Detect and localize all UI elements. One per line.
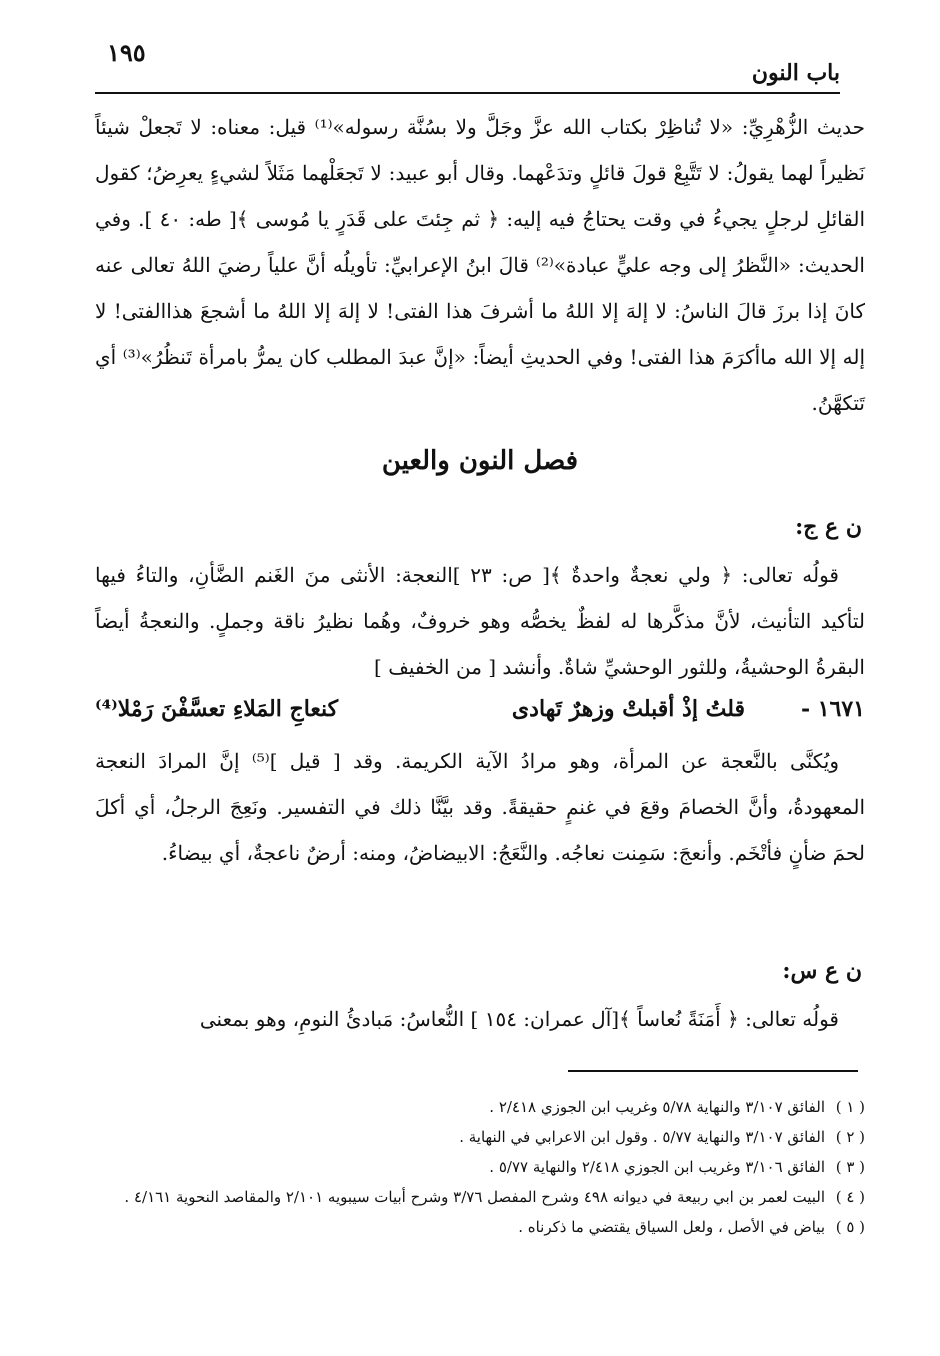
footnote-separator — [568, 1070, 858, 1072]
footnote-number: ( ٢ ) — [835, 1128, 865, 1146]
footnotes — [95, 1092, 865, 1242]
entry-head-n-a-s: ن ع س: — [782, 958, 862, 984]
footnote-number: ( ٤ ) — [835, 1188, 865, 1206]
footnote-text: الفائق ٣/١٠٦ وغريب ابن الجوزي ٢/٤١٨ والنهاية ٥/٧٧ . — [489, 1158, 825, 1176]
entry-n-a-s-paragraph-1 — [95, 996, 865, 1042]
footnote-item — [95, 1152, 865, 1182]
entry-head-n-a-j: ن ع ج: — [795, 514, 862, 540]
intro-section — [95, 104, 865, 426]
footnote-item — [95, 1182, 865, 1212]
body-paragraph: ويُكنَّى بالنَّعجة عن المرأة، وهو مرادُ الآية الكريمة. وقد [ قيل ]⁽⁵⁾ إنَّ المرادَ النعجة المعهودةُ، وأنَّ الخصامَ وقعَ في غنمٍ حقيقةً. وقد بيَّنَّا ذلك في التفسير. ونَعِجَ الرجلُ، أي أكلَ لحمَ ضأنٍ فأتْخَم. وأنعجَ: سَمِنت نعاجُه. والنَّعَجُ: الابيضاضُ، ومنه: أرضٌ ناعجةٌ، أي بيضاءُ. — [95, 749, 865, 865]
entry-n-a-j-paragraph-2 — [95, 738, 865, 876]
footnote-item — [95, 1092, 865, 1122]
intro-paragraph: حديث الزُّهْرِيِّ: «لا تُناظِرْ بكتاب الله عزَّ وجَلَّ ولا بسُنَّة رسوله»⁽¹⁾ قيل: معناه: لا تَجعلْ شيئاً نَظيراً لهما يقولُ: لا تَتَّبِعْ قولَ قائلٍ وتدَعْهما. وقال أبو عبيد: لا تَجعَلْهما مَثَلاً لشيءٍ يعرِضُ؛ كقول القائلِ لرجلٍ يجيءُ في وقت يحتاجُ فيه إليه: ﴿ ثم جِئتَ على قَدَرٍ يا مُوسى ﴾[ طه: ٤٠ ]. وفي الحديث: «النَّظرُ إلى وجه عليٍّ عبادة»⁽²⁾ قالَ ابنُ الإعرابيِّ: تأويلُه أنَّ علياً رضيَ اللهُ تعالى عنه كانَ إذا برزَ قالَ الناسُ: لا إلهَ إلا اللهُ ما أشرفَ هذا الفتى! لا إلهَ إلا اللهُ ما أشجعَ هذاالفتى! لا إله إلا الله ماأكرَمَ هذا الفتى! وفي الحديثِ أيضاً: «إنَّ عبدَ المطلب كان يمرُّ بامرأة تَنظُرُ»⁽³⁾ أي تَتكهَّنُ. — [95, 115, 866, 415]
footnote-text: الفائق ٣/١٠٧ والنهاية ٥/٧٧ . وقول ابن الاعرابي في النهاية . — [459, 1128, 825, 1146]
verse-hemistich-first: قلتُ إذْ أقبلتْ وزهرٌ تَهادى — [511, 696, 745, 722]
footnote-text: الفائق ٣/١٠٧ والنهاية ٥/٧٨ وغريب ابن الجوزي ٢/٤١٨ . — [489, 1098, 825, 1116]
footnote-text: بياض في الأصل ، ولعل السياق يقتضي ما ذكرناه . — [518, 1218, 825, 1236]
page-header — [95, 32, 840, 94]
running-title: باب النون — [751, 60, 840, 86]
footnote-text: البيت لعمر بن ابي ربيعة في ديوانه ٤٩٨ وشرح المفصل ٣/٧٦ وشرح أبيات سيبويه ٢/١٠١ والمقاصد النحوية ٤/١٦١ . — [124, 1188, 825, 1206]
footnote-number: ( ٥ ) — [835, 1218, 865, 1236]
body-paragraph: قولُه تعالى: ﴿ أَمَنَةً نُعاساً ﴾[آل عمران: ١٥٤ ] النُّعاسُ: مَبادئُ النومِ، وهو بمعنى — [199, 1007, 839, 1031]
poetry-verse — [95, 690, 865, 736]
verse-number: ١٦٧١ - — [800, 696, 865, 722]
footnote-item — [95, 1212, 865, 1242]
body-paragraph: قولُه تعالى: ﴿ ولي نعجةٌ واحدةٌ ﴾[ ص: ٢٣ ]النعجة: الأنثى منَ الغَنم الضَّأنِ، والتاءُ فيها لتأكيد التأنيث، لأنَّ مذكَّرها له لفظٌ يخصُّه وهو خروفٌ، وهُما نظيرُ ناقة وجملٍ. والنعجةُ أيضاً البقرةُ الوحشيةُ، وللثور الوحشيِّ شاةٌ. وأنشد [ من الخفيف ] — [95, 563, 865, 679]
footnote-number: ( ١ ) — [835, 1098, 865, 1116]
entry-n-a-j-paragraph-1 — [95, 552, 865, 690]
verse-hemistich-second: كنعاجِ المَلاءِ تعسَّفْنَ رَمْلا⁽⁴⁾ — [95, 696, 339, 722]
section-title: فصل النون والعين — [381, 446, 579, 476]
footnote-item — [95, 1122, 865, 1152]
footnote-number: ( ٣ ) — [835, 1158, 865, 1176]
page-number: ١٩٥ — [107, 38, 146, 67]
